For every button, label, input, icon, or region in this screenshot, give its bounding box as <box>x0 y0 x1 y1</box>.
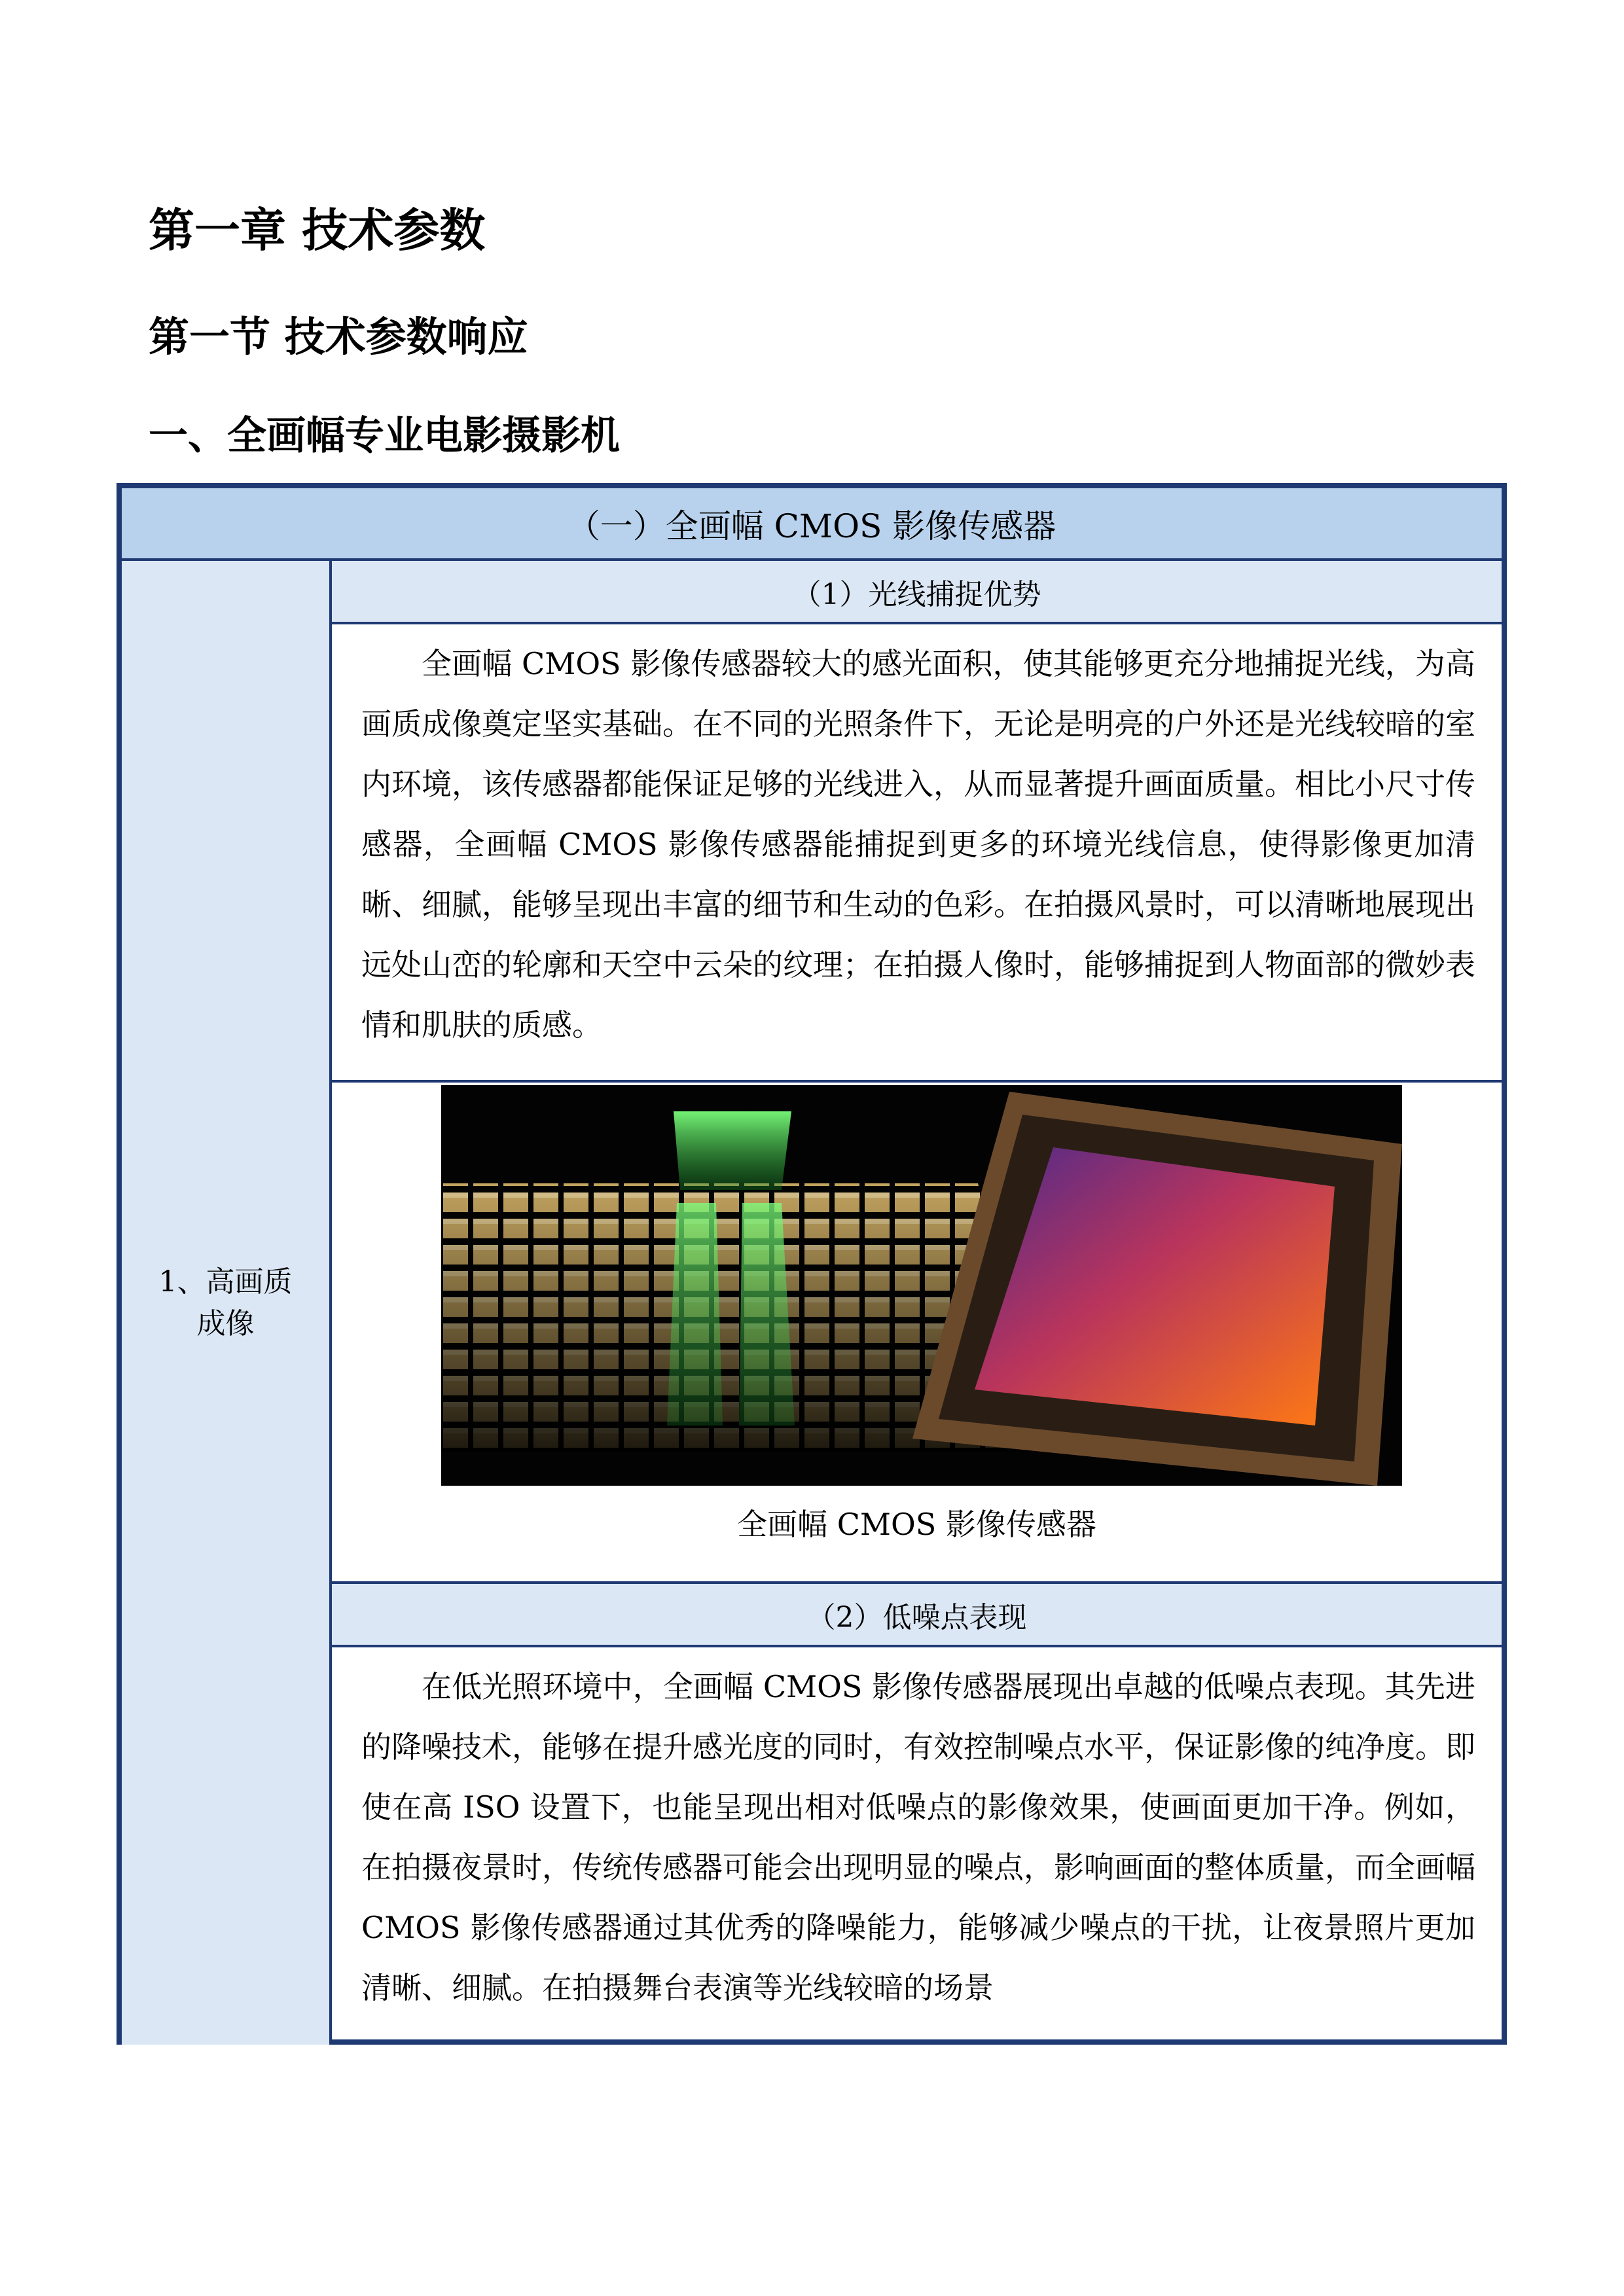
subsection-title-low-noise: （2）低噪点表现 <box>332 1581 1502 1647</box>
paragraph-light-capture: 全画幅 CMOS 影像传感器较大的感光面积，使其能够更充分地捕捉光线，为高画质成像奠定坚实基础。在不同的光照条件下，无论是明亮的户外还是光线较暗的室内环境，该传感器都能保证足够的光线进入，从而显著提升画面质量。相比小尺寸传感器，全画幅 CMOS 影像传感器能捕捉到更多的环境光线信息，使得影像更加清晰、细腻，能够呈现出丰富的细节和生动的色彩。在拍摄风景时，可以清晰地展现出远处山峦的轮廓和天空中云朵的纹理；在拍摄人像时，能够捕捉到人物面部的微妙表情和肌肤的质感。 <box>332 624 1502 1083</box>
table-header: （一）全画幅 CMOS 影像传感器 <box>122 488 1502 561</box>
item-heading: 一、全画幅专业电影摄影机 <box>149 413 620 459</box>
row-label: 1、高画质成像 <box>122 561 332 2045</box>
figure-caption: 全画幅 CMOS 影像传感器 <box>737 1507 1096 1542</box>
section-heading: 第一节 技术参数响应 <box>149 313 528 361</box>
chapter-heading: 第一章 技术参数 <box>149 204 486 257</box>
figure-cell <box>332 1083 1502 1581</box>
subsection-title-light-capture: （1）光线捕捉优势 <box>332 561 1502 624</box>
paragraph-low-noise: 在低光照环境中，全画幅 CMOS 影像传感器展现出卓越的低噪点表现。其先进的降噪技术，能够在提升感光度的同时，有效控制噪点水平，保证影像的纯净度。即使在高 ISO 设置下，也能呈现出相对低噪点的影像效果，使画面更加干净。例如，在拍摄夜景时，传统传感器可能会出现明显的噪点，影响画面的整体质量，而全画幅 CMOS 影像传感器通过其优秀的降噪能力，能够减少噪点的干扰，让夜景照片更加清晰、细腻。在拍摄舞台表演等光线较暗的场景 <box>361 1669 1475 2005</box>
spec-table <box>117 483 1507 2045</box>
cmos-sensor-image <box>441 1085 1402 1486</box>
